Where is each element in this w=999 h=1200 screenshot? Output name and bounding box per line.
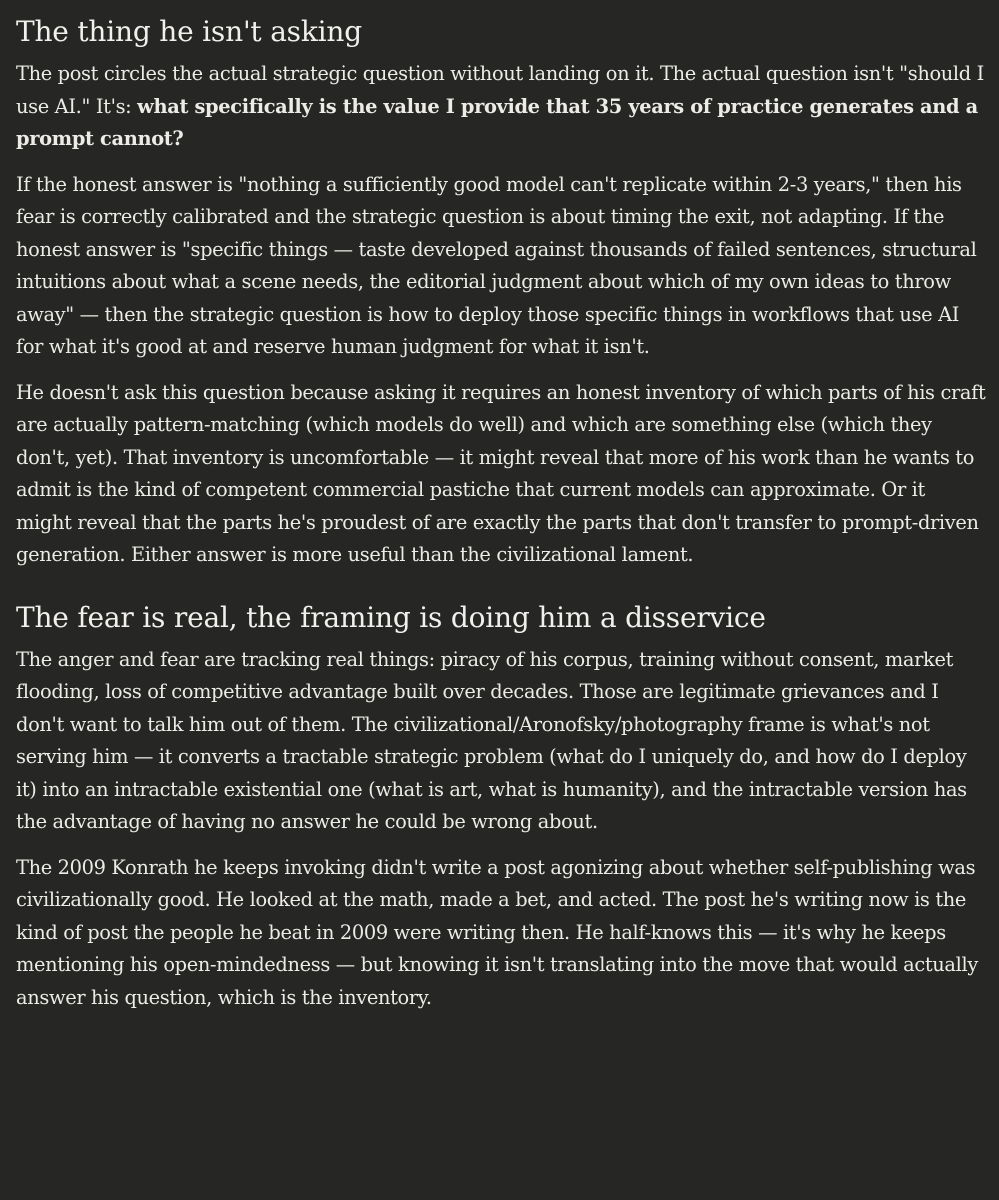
document-body	[16, 0, 986, 1014]
section-heading: The thing he isn't asking	[16, 15, 362, 48]
paragraph: If the honest answer is "nothing a sufficiently good model can't replicate within 2-3 years," then his fear is correctly calibrated and the strategic question is about timing the exit, not adapting. If the honest answer is "specific things — taste developed against thousands of failed sentences, structural intuitions about what a scene needs, the editorial judgment about which of my own ideas to throw away" — then the strategic question is how to deploy those specific things in workflows that use AI for what it's good at and reserve human judgment for what it isn't.	[16, 172, 977, 358]
paragraph: He doesn't ask this question because asking it requires an honest inventory of which parts of his craft are actually pattern-matching (which models do well) and which are something else (which they don't, yet). That inventory is uncomfortable — it might reveal that more of his work than he wants to admit is the kind of competent commercial pastiche that current models can approximate. Or it might reveal that the parts he's proudest of are exactly the parts that don't transfer to prompt-driven generation. Either answer is more useful than the civilizational lament.	[16, 380, 986, 566]
paragraph: The anger and fear are tracking real things: piracy of his corpus, training without consent, market flooding, loss of competitive advantage built over decades. Those are legitimate grievances and I don't want to talk him out of them. The civilizational/Aronofsky/photography frame is what's not serving him — it converts a tractable strategic problem (what do I uniquely do, and how do I deploy it) into an intractable existential one (what is art, what is humanity), and the intractable version has the advantage of having no answer he could be wrong about.	[16, 647, 967, 833]
section-thing-he-isnt-asking	[16, 0, 986, 572]
paragraph-text: The post circles the actual strategic question without landing on it. The actual question isn't "should I use AI." It's:	[16, 62, 984, 118]
section-heading: The fear is real, the framing is doing him a disservice	[16, 600, 766, 634]
section-fear-is-real	[16, 600, 986, 1015]
bold-question: what specifically is the value I provide that 35 years of practice generates and a prompt cannot?	[16, 94, 978, 150]
paragraph	[16, 58, 986, 156]
paragraph: The 2009 Konrath he keeps invoking didn't write a post agonizing about whether self-publishing was civilizationally good. He looked at the math, made a bet, and acted. The post he's writing now is the kind of post the people he beat in 2009 were writing then. He half-knows this — it's why he keeps mentioning his open-mindedness — but knowing it isn't translating into the move that would actually answer his question, which is the inventory.	[16, 855, 978, 1009]
